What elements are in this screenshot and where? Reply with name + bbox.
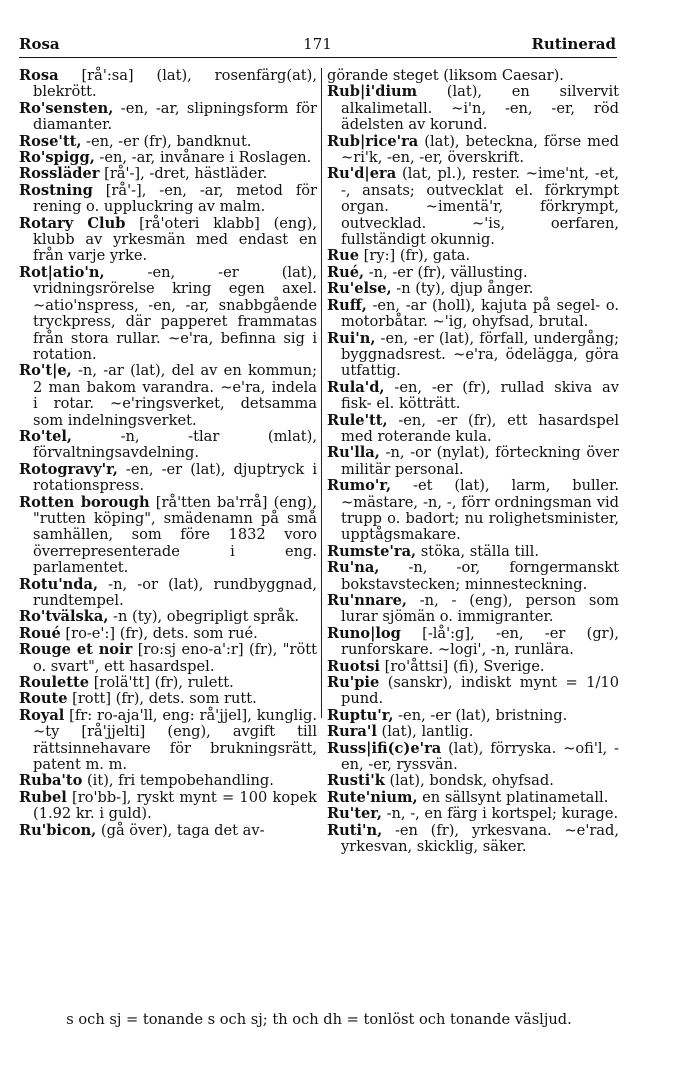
dictionary-entry bbox=[327, 593, 619, 626]
entry-headword: Ru'else, bbox=[327, 280, 392, 298]
dictionary-entry bbox=[19, 708, 317, 774]
dictionary-entry bbox=[327, 68, 619, 84]
entry-definition: stöka, ställa till. bbox=[416, 542, 539, 560]
dictionary-entry bbox=[327, 331, 619, 380]
entry-headword: Roué bbox=[19, 624, 61, 642]
entry-headword: Rosa bbox=[19, 67, 59, 84]
entry-definition: (lat), förryska. ~ofi'l, -en, -er, ryssvän. bbox=[341, 739, 619, 774]
dictionary-entry bbox=[327, 134, 619, 167]
dictionary-entry bbox=[327, 823, 619, 856]
dictionary-entry bbox=[19, 626, 317, 642]
entry-headword: Rusti'k bbox=[327, 772, 385, 790]
entry-definition: (sanskr), indiskt mynt = 1/10 pund. bbox=[341, 674, 619, 708]
entry-headword: Rute'nium, bbox=[327, 788, 418, 806]
entry-definition: [rott] (fr), dets. som rutt. bbox=[67, 690, 257, 708]
entry-headword: Ro'spigg, bbox=[19, 149, 95, 167]
entry-definition: [rå'tten ba'rrå] (eng), "rutten köping", smädenamn på små samhällen, som före 1832 voro överrepresenterade i eng. parlamentet. bbox=[33, 493, 318, 577]
entry-definition: -en, -er (lat), förfall, undergång; byggnadsrest. ~e'ra, ödelägga, göra utfattig. bbox=[341, 329, 619, 380]
entry-headword: Ruff, bbox=[327, 296, 367, 314]
entry-headword: Rose'tt, bbox=[19, 132, 82, 150]
entry-definition: (lat), en silvervit alkalimetall. ~i'n, -en, -er, röd ädelsten av korund. bbox=[341, 83, 619, 134]
header-guideword-left: Rosa bbox=[19, 35, 60, 53]
column-divider bbox=[321, 68, 322, 718]
dictionary-entry bbox=[327, 478, 619, 544]
entry-headword: Ru'nnare, bbox=[327, 592, 407, 609]
dictionary-entry bbox=[19, 495, 317, 577]
entry-headword: Ru'lla, bbox=[327, 444, 380, 462]
footer-note: s och sj = tonande s och sj; th och dh = tonlöst och tonande väsljud. bbox=[66, 1011, 572, 1028]
dictionary-entry bbox=[19, 134, 317, 150]
entry-definition: [rolä'tt] (fr), rulett. bbox=[89, 674, 234, 692]
dictionary-entry bbox=[19, 166, 317, 182]
entry-headword: Rumo'r, bbox=[327, 477, 392, 495]
entry-headword: Rue bbox=[327, 247, 360, 265]
entry-definition: [rå':sa] (lat), rosenfärg(at), blekrött. bbox=[33, 67, 317, 101]
entry-headword: Ro'tvälska, bbox=[19, 608, 109, 626]
entry-headword: Roulette bbox=[19, 674, 90, 692]
dictionary-entry bbox=[19, 265, 317, 363]
dictionary-entry bbox=[327, 298, 619, 331]
entry-headword: Rumste'ra, bbox=[327, 542, 417, 560]
dictionary-entry bbox=[19, 216, 317, 265]
dictionary-entry bbox=[327, 675, 619, 708]
dictionary-entry bbox=[19, 462, 317, 495]
entry-definition: -en, -er (lat), djuptryck i rotationspress. bbox=[33, 460, 317, 495]
dictionary-entry bbox=[19, 675, 317, 691]
dictionary-entry bbox=[327, 380, 619, 413]
entry-definition: görande steget (liksom Caesar). bbox=[327, 67, 564, 84]
dictionary-entry bbox=[327, 265, 619, 281]
entry-definition: (gå över), taga det av- bbox=[96, 821, 265, 839]
entry-headword: Rub|i'dium bbox=[327, 83, 418, 101]
dictionary-entry bbox=[19, 691, 317, 707]
dictionary-entry bbox=[327, 773, 619, 789]
dictionary-entry bbox=[19, 642, 317, 675]
entry-headword: Route bbox=[19, 690, 68, 708]
dictionary-entry bbox=[327, 544, 619, 560]
entry-definition: -en (fr), yrkesvana. ~e'rad, yrkesvan, skicklig, säker. bbox=[341, 821, 619, 856]
entry-headword: Rot|atio'n, bbox=[19, 263, 105, 281]
dictionary-entry bbox=[327, 790, 619, 806]
entry-definition: [-lå':g], -en, -er (gr), runforskare. ~logi', -n, runlära. bbox=[341, 624, 619, 659]
dictionary-entry bbox=[327, 806, 619, 822]
entry-headword: Ruti'n, bbox=[327, 821, 383, 839]
entry-definition: [ro-e':] (fr), dets. som rué. bbox=[60, 624, 258, 642]
entry-headword: Ro'sensten, bbox=[19, 99, 114, 117]
entry-headword: Russ|ifi(c)e'ra bbox=[327, 739, 442, 757]
entry-headword: Rossläder bbox=[19, 165, 100, 183]
entry-definition: (it), fri tempobehandling. bbox=[82, 772, 274, 790]
entry-headword: Rule'tt, bbox=[327, 411, 388, 429]
entry-definition: [ry:] (fr), gata. bbox=[359, 247, 471, 265]
entry-headword: Rostning bbox=[19, 181, 93, 199]
entry-headword: Rué, bbox=[327, 263, 365, 281]
entry-definition: [rå'-], -dret, hästläder. bbox=[99, 165, 268, 183]
entry-definition: -en, -er (lat), vridningsrörelse kring egen axel. ~atio'nspress, -en, -ar, snabbgående tryckpress, där papperet frammatas från stora rullar. ~e'ra, befinna sig i rotation. bbox=[33, 263, 317, 363]
entry-headword: Rotten borough bbox=[19, 493, 150, 511]
dictionary-entry bbox=[327, 413, 619, 446]
entry-headword: Rura'l bbox=[327, 723, 377, 741]
entry-definition: [ro'bb-], ryskt mynt = 100 kopek (1.92 kr. i guld). bbox=[33, 788, 317, 823]
entry-definition: -en, -ar, slipningsform för diamanter. bbox=[33, 99, 317, 134]
entry-definition: [fr: ro-aja'll, eng: rå'jjel], kunglig. ~ty [rå'jjelti] (eng), avgift till rättsinnehavare för brukningsrätt, patent m. m. bbox=[33, 706, 317, 774]
entry-definition: -n, -or, forngermanskt bokstavstecken; minnesteckning. bbox=[341, 559, 619, 593]
dictionary-entry bbox=[327, 281, 619, 297]
entry-definition: -en, -ar (holl), kajuta på segel- o. motorbåtar. ~'ig, ohyfsad, brutal. bbox=[341, 296, 619, 331]
entry-definition: -n, -or (nylat), förteckning över militär personal. bbox=[341, 444, 619, 478]
header-guideword-right: Rutinerad bbox=[531, 35, 616, 53]
entry-definition: -en, -ar, invånare i Roslagen. bbox=[94, 149, 312, 167]
entry-headword: Rubel bbox=[19, 788, 67, 806]
entry-headword: Ruba'to bbox=[19, 772, 83, 790]
entry-headword: Royal bbox=[19, 706, 65, 724]
entry-definition: -n (ty), obegripligt språk. bbox=[108, 608, 300, 626]
entry-headword: Rotogravy'r, bbox=[19, 460, 118, 478]
dictionary-entry bbox=[327, 708, 619, 724]
dictionary-entry bbox=[19, 183, 317, 216]
entry-definition: -en, -er (fr), ett hasardspel med roterande kula. bbox=[341, 411, 619, 445]
entry-definition: -en, -er (lat), bristning. bbox=[393, 706, 568, 724]
entry-definition: [ro'åttsi] (fi), Sverige. bbox=[379, 657, 545, 675]
entry-headword: Ruptu'r, bbox=[327, 706, 394, 724]
entry-definition: -n, -er (fr), vällusting. bbox=[364, 263, 528, 281]
entry-definition: -en, -er (fr), rullad skiva av fisk- el. kötträtt. bbox=[341, 378, 619, 413]
entry-headword: Rui'n, bbox=[327, 329, 376, 347]
entry-headword: Runo|log bbox=[327, 624, 401, 642]
dictionary-entry bbox=[327, 626, 619, 659]
entry-definition: [rå'oteri klabb] (eng), klubb av yrkesmän med endast en från varje yrke. bbox=[33, 214, 317, 265]
entry-headword: Ro't|e, bbox=[19, 362, 72, 380]
dictionary-entry bbox=[19, 68, 317, 101]
dictionary-entry bbox=[327, 166, 619, 248]
entry-definition: -n, -ar (lat), del av en kommun; 2 man bakom varandra. ~e'ra, indela i rotar. ~e'ringsverket, detsamma som indelningsverket. bbox=[33, 362, 317, 429]
dictionary-entry bbox=[19, 429, 317, 462]
page-number: 171 bbox=[303, 35, 332, 53]
dictionary-entry bbox=[19, 773, 317, 789]
entry-definition: (lat, pl.), rester. ~ime'nt, -et, -, ansats; outvecklat el. förkrympt organ. ~imentä'r, förkrympt, outvecklad. ~'is, oerfaren, fullständigt okunnig. bbox=[341, 165, 619, 249]
entry-definition: -n, -tlar (mlat), förvaltningsavdelning. bbox=[33, 427, 317, 462]
entry-definition: [rå'-], -en, -ar, metod för rening o. uppluckring av malm. bbox=[33, 181, 317, 216]
dictionary-entry bbox=[19, 363, 317, 429]
right-column bbox=[327, 68, 619, 856]
dictionary-entry bbox=[327, 724, 619, 740]
header-rule bbox=[19, 57, 617, 58]
dictionary-entry bbox=[327, 659, 619, 675]
dictionary-entry bbox=[19, 790, 317, 823]
entry-headword: Ru'bicon, bbox=[19, 821, 97, 839]
entry-definition: en sällsynt platinametall. bbox=[417, 788, 609, 806]
entry-definition: -n (ty), djup ånger. bbox=[391, 280, 534, 298]
dictionary-entry bbox=[327, 84, 619, 133]
dictionary-entry bbox=[19, 101, 317, 134]
entry-definition: [ro:sj eno-a':r] (fr), "rött o. svart", ett hasardspel. bbox=[33, 641, 317, 675]
entry-definition: -et (lat), larm, buller. ~mästare, -n, -, förr ordningsman vid trupp o. badort; nu rolighetsminister, upptågsmakare. bbox=[341, 477, 619, 544]
entry-definition: -n, -or (lat), rundbyggnad, rundtempel. bbox=[33, 575, 317, 609]
entry-definition: (lat), beteckna, förse med ~ri'k, -en, -er, överskrift. bbox=[341, 132, 619, 167]
dictionary-entry bbox=[19, 609, 317, 625]
dictionary-entry bbox=[327, 445, 619, 478]
entry-headword: Ro'tel, bbox=[19, 427, 72, 445]
page-header bbox=[19, 35, 616, 57]
dictionary-entry bbox=[327, 248, 619, 264]
entry-definition: (lat), lantlig. bbox=[376, 723, 474, 741]
entry-headword: Ru'na, bbox=[327, 559, 380, 577]
left-column bbox=[19, 68, 317, 839]
dictionary-entry bbox=[19, 823, 317, 839]
entry-headword: Rotu'nda, bbox=[19, 575, 99, 593]
dictionary-entry bbox=[19, 150, 317, 166]
entry-definition: (lat), bondsk, ohyfsad. bbox=[384, 772, 554, 790]
entry-headword: Ru'd|era bbox=[327, 165, 397, 183]
entry-headword: Rotary Club bbox=[19, 214, 126, 232]
entry-headword: Rouge et noir bbox=[19, 641, 133, 659]
entry-headword: Ru'ter, bbox=[327, 805, 382, 823]
dictionary-entry bbox=[19, 577, 317, 610]
entry-headword: Rub|rice'ra bbox=[327, 132, 419, 150]
entry-definition: -en, -er (fr), bandknut. bbox=[81, 132, 252, 150]
dictionary-entry bbox=[327, 560, 619, 593]
entry-definition: -n, -, en färg i kortspel; kurage. bbox=[381, 805, 619, 823]
entry-headword: Rula'd, bbox=[327, 378, 385, 396]
dictionary-entry bbox=[327, 741, 619, 774]
entry-headword: Ruotsi bbox=[327, 657, 380, 675]
entry-headword: Ru'pie bbox=[327, 674, 380, 692]
entry-definition: -n, - (eng), person som lurar sjömän o. immigranter. bbox=[341, 592, 619, 626]
